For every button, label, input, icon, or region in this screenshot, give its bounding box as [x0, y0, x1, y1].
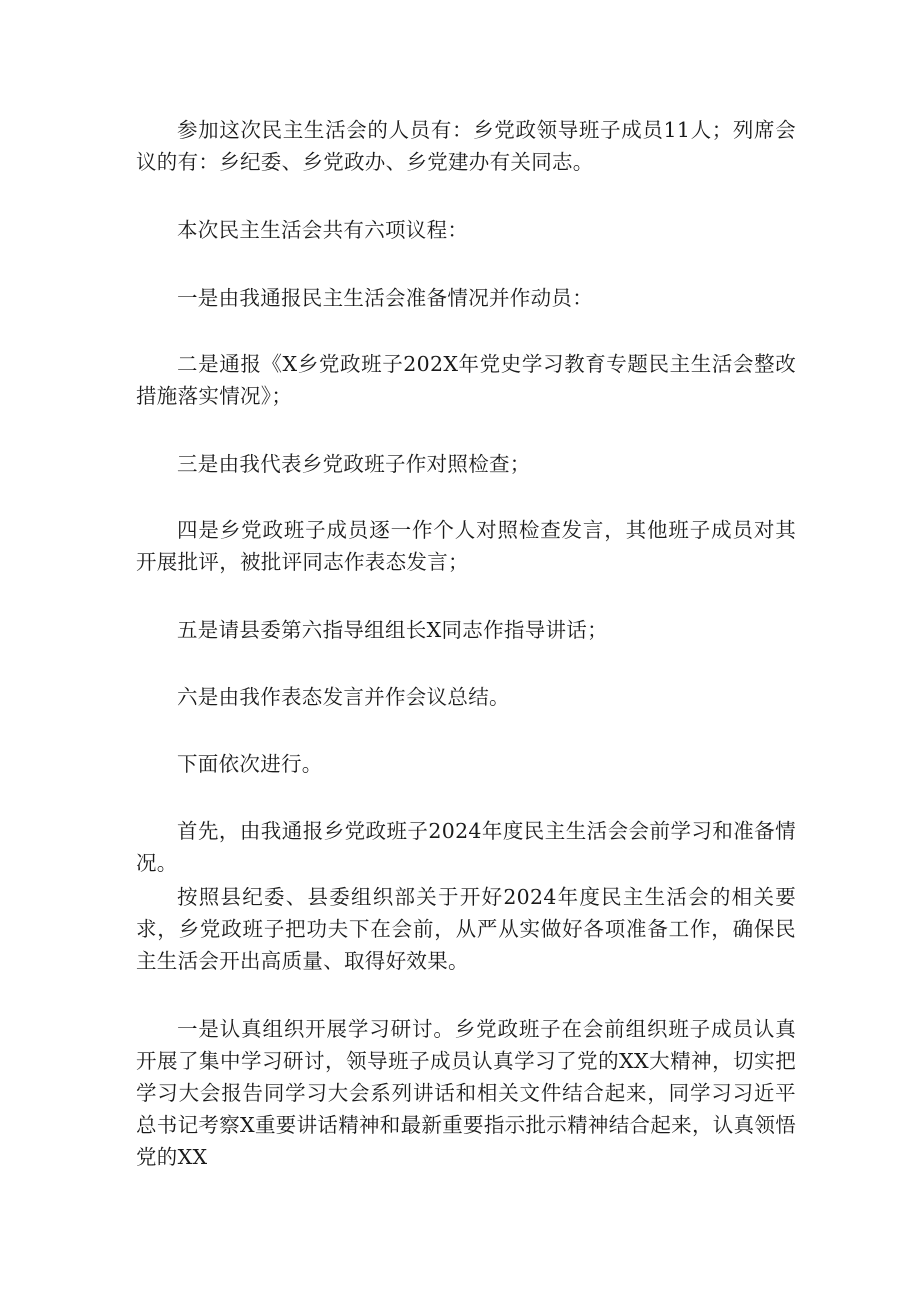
paragraph-proceed: 下面依次进行。	[177, 752, 323, 776]
paragraph-agenda-item-1: 一是由我通报民主生活会准备情况并作动员：	[177, 286, 593, 310]
paragraph-report-intro: 首先，由我通报乡党政班子2024年度民主生活会会前学习和准备情况。	[136, 819, 796, 875]
paragraph-agenda-item-5: 五是请县委第六指导组组长X同志作指导讲话；	[177, 618, 608, 642]
paragraph-agenda-item-2: 二是通报《X乡党政班子202X年党史学习教育专题民主生活会整改措施落实情况》；	[136, 352, 796, 408]
paragraph-study-seminar: 一是认真组织开展学习研讨。乡党政班子在会前组织班子成员认真开展了集中学习研讨，领导班子成员认真学习了党的XX大精神，切实把学习大会报告同学习大会系列讲话和相关文件结合起来，同学习习近平总书记考察X重要讲话精神和最新重要指示批示精神结合起来，认真领悟党的XX	[136, 1017, 796, 1169]
paragraph-agenda-item-3: 三是由我代表乡党政班子作对照检查；	[177, 452, 531, 476]
paragraph-attendees: 参加这次民主生活会的人员有：乡党政领导班子成员11人；列席会议的有：乡纪委、乡党政办、乡党建办有关同志。	[136, 118, 796, 174]
paragraph-requirements: 按照县纪委、县委组织部关于开好2024年度民主生活会的相关要求，乡党政班子把功夫下在会前，从严从实做好各项准备工作，确保民主生活会开出高质量、取得好效果。	[136, 885, 796, 973]
paragraph-agenda-intro: 本次民主生活会共有六项议程：	[177, 218, 469, 242]
paragraph-agenda-item-4: 四是乡党政班子成员逐一作个人对照检查发言，其他班子成员对其开展批评，被批评同志作表态发言；	[136, 518, 796, 574]
paragraph-agenda-item-6: 六是由我作表态发言并作会议总结。	[177, 685, 510, 709]
